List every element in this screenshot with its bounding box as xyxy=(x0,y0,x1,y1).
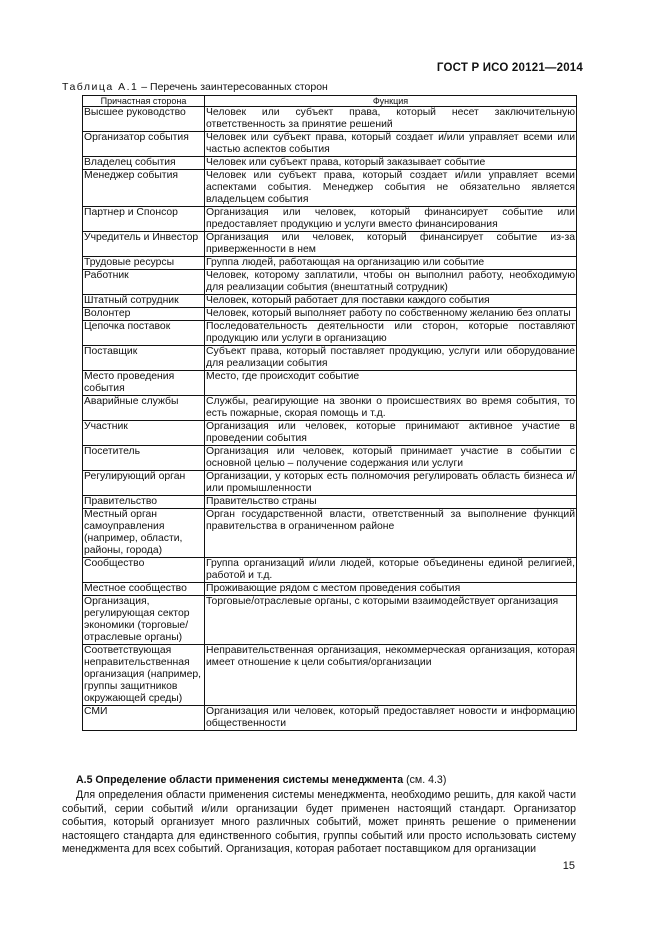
function-cell: Организации, у которых есть полномочия регулировать область бизнеса и/или промышленности xyxy=(206,471,575,494)
function-cell: Организация или человек, который принимает участие в событии с основной целью – получение содержания или услуги xyxy=(206,446,575,469)
table-row xyxy=(83,207,577,232)
table-row xyxy=(83,232,577,257)
function-cell: Человек или субъект права, который заказывает событие xyxy=(205,157,577,170)
function-cell: Проживающие рядом с местом проведения события xyxy=(205,583,577,596)
party-cell: Регулирующий орган xyxy=(83,471,205,496)
function-cell: Орган государственной власти, ответственный за выполнение функций правительства в ограниченном районе xyxy=(205,509,577,558)
table-row xyxy=(83,583,577,596)
table-row xyxy=(83,132,577,157)
column-header-function: Функция xyxy=(205,96,577,107)
table-row xyxy=(83,558,577,583)
table-row xyxy=(83,257,577,270)
party-cell: Соответствующая неправительственная организация (например, группы защитников окружающей среды) xyxy=(83,645,205,706)
party-cell: Цепочка поставок xyxy=(83,321,205,346)
party-cell: Владелец события xyxy=(83,157,205,170)
function-cell: Человек, который работает для поставки каждого события xyxy=(205,295,577,308)
table-row xyxy=(83,421,577,446)
party-cell: Аварийные службы xyxy=(83,396,205,421)
document-header xyxy=(437,62,583,74)
table-row xyxy=(83,446,577,471)
page-number: 15 xyxy=(562,860,575,872)
party-cell: Поставщик xyxy=(83,346,205,371)
standard-number: ГОСТ Р ИСО 20121—2014 xyxy=(436,62,583,74)
party-cell: Организация, регулирующая сектор экономики (торговые/отраслевые органы) xyxy=(83,596,205,645)
party-cell: Штатный сотрудник xyxy=(83,295,205,308)
party-cell: Сообщество xyxy=(83,558,205,583)
function-cell: Человек или субъект права, который создает и/или управляет всеми аспектами события. Менеджер события не обязательно является владельцем события xyxy=(206,170,575,205)
party-cell: Местное сообщество xyxy=(83,583,205,596)
function-cell: Неправительственная организация, некоммерческая организация, которая имеет отношение к цели события/организации xyxy=(205,645,577,706)
function-cell: Организация или человек, который финансирует событие или предоставляет продукцию и услуги вместо финансирования xyxy=(206,207,575,230)
function-cell: Место, где происходит событие xyxy=(205,371,577,396)
function-cell: Организация или человек, который предоставляет новости и информацию общественности xyxy=(206,706,575,729)
party-cell: Трудовые ресурсы xyxy=(83,257,205,270)
function-cell: Человек или субъект права, который несет заключительную ответственность за принятие решений xyxy=(206,107,575,130)
function-cell: Человек, который выполняет работу по собственному желанию без оплаты xyxy=(205,308,577,321)
party-cell: Волонтер xyxy=(83,308,205,321)
party-cell: Место проведения события xyxy=(83,371,205,396)
section-title: А.5 Определение области применения системы менеджмента xyxy=(76,774,404,786)
function-cell: Человек, которому заплатили, чтобы он выполнил работу, необходимую для реализации события (внештатный сотрудник) xyxy=(206,270,575,293)
function-cell: Торговые/отраслевые органы, с которыми взаимодействует организация xyxy=(205,596,577,645)
table-row xyxy=(83,371,577,396)
table-row xyxy=(83,346,577,371)
table-caption xyxy=(62,81,328,93)
section-heading xyxy=(62,774,576,787)
section-a5 xyxy=(62,774,576,856)
table-row xyxy=(83,509,577,558)
party-cell: Высшее руководство xyxy=(83,107,205,132)
table-row xyxy=(83,471,577,496)
party-cell: СМИ xyxy=(83,706,205,731)
function-cell: Группа людей, работающая на организацию или событие xyxy=(205,257,577,270)
function-cell: Группа организаций и/или людей, которые объединены единой религией, работой и т.д. xyxy=(206,558,575,581)
party-cell: Правительство xyxy=(83,496,205,509)
table-body xyxy=(83,107,577,731)
function-cell: Последовательность деятельности или сторон, которые поставляют продукцию или услуги в организацию xyxy=(206,321,575,344)
table-row xyxy=(83,396,577,421)
table-row xyxy=(83,321,577,346)
party-cell: Партнер и Спонсор xyxy=(83,207,205,232)
party-cell: Организатор события xyxy=(83,132,205,157)
section-reference: (см. 4.3) xyxy=(403,774,447,786)
function-cell: Субъект права, который поставляет продукцию, услуги или оборудование для реализации события xyxy=(206,346,575,369)
table-row xyxy=(83,157,577,170)
function-cell: Организация или человек, который финансирует событие из-за приверженности в нем xyxy=(206,232,575,255)
table-row xyxy=(83,308,577,321)
function-cell: Правительство страны xyxy=(205,496,577,509)
table-row xyxy=(83,270,577,295)
party-cell: Работник xyxy=(83,270,205,295)
table-row xyxy=(83,295,577,308)
table-row xyxy=(83,170,577,207)
section-paragraph: Для определения области применения системы менеджмента, необходимо решить, для какой части событий, серии событий и/или организации будет применен настоящий стандарт. Организатор события, который организует много различных событий, может принять решение о применении настоящего стандарта для единственного события, группы событий или просто использовать систему менеджмента для всех событий. Организация, которая работает поставщиком для организации xyxy=(62,789,576,856)
table-row xyxy=(83,496,577,509)
table-caption-text: – Перечень заинтересованных сторон xyxy=(138,81,328,93)
table-label: Таблица А.1 xyxy=(62,81,139,93)
function-cell: Человек или субъект права, который создает и/или управляет всеми или частью аспектов события xyxy=(206,132,575,155)
party-cell: Учредитель и Инвестор xyxy=(83,232,205,257)
party-cell: Посетитель xyxy=(83,446,205,471)
party-cell: Менеджер события xyxy=(83,170,205,207)
function-cell: Организация или человек, которые принимают активное участие в проведении события xyxy=(206,421,575,444)
stakeholders-table xyxy=(82,95,577,731)
table-row xyxy=(83,706,577,731)
party-cell: Местный орган самоуправления (например, области, районы, города) xyxy=(83,509,205,558)
column-header-party: Причастная сторона xyxy=(83,96,205,107)
table-header-row xyxy=(83,96,577,107)
party-cell: Участник xyxy=(83,421,205,446)
function-cell: Службы, реагирующие на звонки о происшествиях во время события, то есть пожарные, скорая помощь и т.д. xyxy=(206,396,575,419)
table-row xyxy=(83,645,577,706)
table-row xyxy=(83,107,577,132)
table-row xyxy=(83,596,577,645)
